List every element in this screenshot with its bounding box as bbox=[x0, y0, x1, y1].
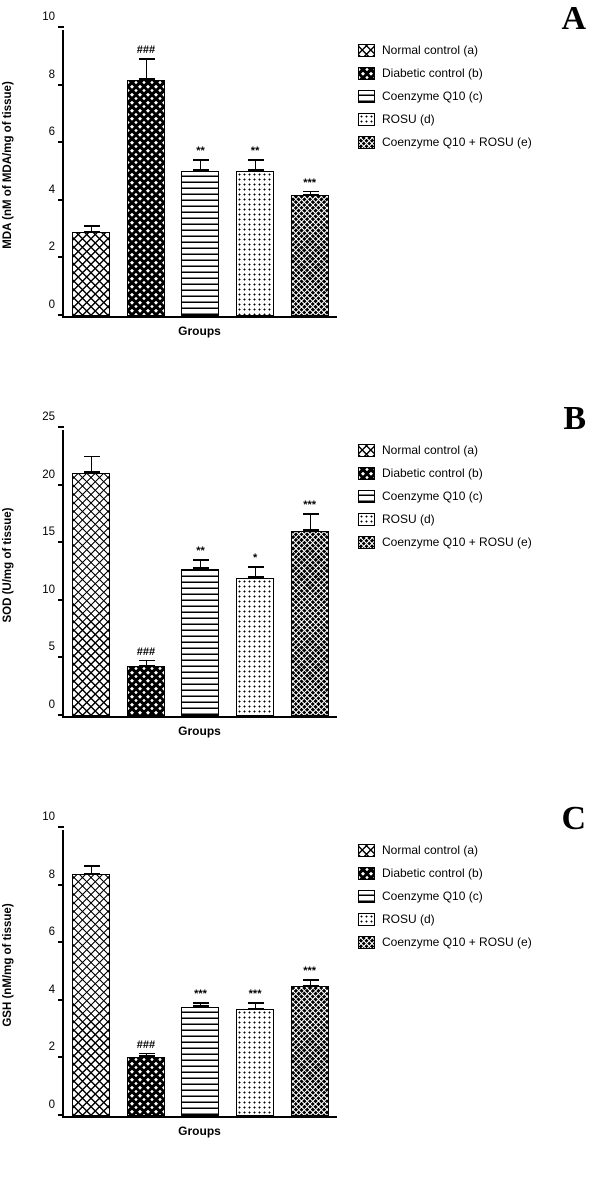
bar-group bbox=[72, 30, 110, 316]
legend-item-label: Coenzyme Q10 (c) bbox=[382, 889, 483, 903]
legend-swatch-icon bbox=[358, 913, 375, 926]
legend-swatch-icon bbox=[358, 467, 375, 480]
legend-item bbox=[358, 844, 596, 857]
y-axis-tick bbox=[58, 426, 64, 428]
legend-swatch-icon bbox=[358, 90, 375, 103]
error-bar bbox=[91, 225, 92, 232]
error-bar bbox=[200, 159, 201, 171]
bar-group bbox=[236, 30, 274, 316]
significance-marker: *** bbox=[303, 499, 317, 512]
bar-group bbox=[291, 30, 329, 316]
bar bbox=[181, 1007, 219, 1116]
legend-item bbox=[358, 136, 596, 149]
significance-marker: * bbox=[252, 552, 258, 565]
legend-swatch-icon bbox=[358, 890, 375, 903]
axes bbox=[42, 11, 337, 318]
y-axis-tick-label: 2 bbox=[48, 241, 55, 254]
plot-area bbox=[0, 800, 360, 1200]
y-axis-tick-label: 4 bbox=[48, 183, 55, 196]
legend-item bbox=[358, 467, 596, 480]
bar bbox=[72, 874, 110, 1116]
y-axis-tick-label: 6 bbox=[48, 926, 55, 939]
y-axis-tick-label: 4 bbox=[48, 983, 55, 996]
legend-item-label: Coenzyme Q10 + ROSU (e) bbox=[382, 135, 532, 149]
legend-swatch-icon bbox=[358, 490, 375, 503]
legend-item-label: Coenzyme Q10 + ROSU (e) bbox=[382, 935, 532, 949]
y-axis-tick-label: 5 bbox=[48, 641, 55, 654]
bar bbox=[181, 171, 219, 316]
bar bbox=[291, 531, 329, 716]
bar bbox=[236, 578, 274, 716]
y-axis-tick-label: 25 bbox=[42, 411, 55, 423]
legend-item-label: Diabetic control (b) bbox=[382, 66, 483, 80]
bar-series bbox=[64, 830, 337, 1116]
legend-swatch-icon bbox=[358, 936, 375, 949]
y-axis-tick-label: 8 bbox=[48, 68, 55, 81]
legend-item bbox=[358, 536, 596, 549]
y-axis-tick-label: 0 bbox=[48, 1099, 55, 1111]
bar-series bbox=[64, 430, 337, 716]
bar bbox=[127, 666, 165, 716]
bar-group bbox=[181, 30, 219, 316]
bar bbox=[72, 473, 110, 716]
legend-item-label: Coenzyme Q10 (c) bbox=[382, 89, 483, 103]
legend-item bbox=[358, 444, 596, 457]
y-axis-tick-label: 20 bbox=[42, 468, 55, 481]
y-axis-tick bbox=[58, 826, 64, 828]
legend-swatch-icon bbox=[358, 867, 375, 880]
significance-marker: *** bbox=[303, 176, 317, 189]
error-bar bbox=[255, 566, 256, 578]
x-axis-title: Groups bbox=[178, 324, 221, 338]
bar bbox=[127, 1057, 165, 1116]
legend bbox=[358, 444, 596, 559]
plot-area bbox=[0, 400, 360, 800]
bar-group bbox=[291, 430, 329, 716]
legend-item-label: Coenzyme Q10 (c) bbox=[382, 489, 483, 503]
bar-group bbox=[72, 830, 110, 1116]
legend-item-label: Diabetic control (b) bbox=[382, 866, 483, 880]
error-bar bbox=[91, 865, 92, 874]
bar-group bbox=[127, 830, 165, 1116]
y-axis-title: MDA (nM of MDA/mg of tissue) bbox=[2, 81, 14, 249]
legend-item bbox=[358, 913, 596, 926]
error-bar bbox=[310, 979, 311, 986]
axes bbox=[42, 411, 337, 718]
bar-group bbox=[127, 30, 165, 316]
bar bbox=[236, 171, 274, 316]
error-bar bbox=[255, 159, 256, 171]
panel-letter: A bbox=[561, 0, 586, 37]
legend-item bbox=[358, 936, 596, 949]
legend-item bbox=[358, 513, 596, 526]
y-axis-tick-label: 10 bbox=[42, 583, 55, 596]
y-axis-title: GSH (nM/mg of tissue) bbox=[2, 903, 14, 1027]
significance-marker: *** bbox=[303, 965, 317, 978]
error-bar bbox=[310, 513, 311, 530]
y-axis-title: SOD (U/mg of tissue) bbox=[2, 507, 14, 623]
error-bar bbox=[146, 660, 147, 667]
plot-area bbox=[0, 0, 360, 400]
legend-item-label: Coenzyme Q10 + ROSU (e) bbox=[382, 535, 532, 549]
legend-item-label: Normal control (a) bbox=[382, 843, 479, 857]
legend-swatch-icon bbox=[358, 513, 375, 526]
legend-item bbox=[358, 44, 596, 57]
legend-swatch-icon bbox=[358, 113, 375, 126]
legend-swatch-icon bbox=[358, 844, 375, 857]
panel-letter: B bbox=[563, 400, 586, 437]
bar-group bbox=[127, 430, 165, 716]
bar-group bbox=[291, 830, 329, 1116]
error-bar bbox=[200, 559, 201, 568]
y-axis-tick-label: 15 bbox=[42, 526, 55, 539]
legend-swatch-icon bbox=[358, 536, 375, 549]
chart-panel-b bbox=[0, 400, 600, 800]
legend-swatch-icon bbox=[358, 444, 375, 457]
y-axis-tick-label: 8 bbox=[48, 868, 55, 881]
significance-marker: ** bbox=[196, 145, 205, 158]
y-axis-tick-label: 10 bbox=[42, 11, 55, 23]
legend-item bbox=[358, 67, 596, 80]
chart-panel-c bbox=[0, 800, 600, 1200]
legend-item-label: Normal control (a) bbox=[382, 43, 479, 57]
significance-marker: ** bbox=[196, 545, 205, 558]
bar-group bbox=[181, 830, 219, 1116]
bar-group bbox=[181, 430, 219, 716]
legend-swatch-icon bbox=[358, 136, 375, 149]
y-axis-tick-label: 6 bbox=[48, 126, 55, 139]
y-axis-tick-label: 10 bbox=[42, 811, 55, 823]
x-axis-title: Groups bbox=[178, 724, 221, 738]
legend-swatch-icon bbox=[358, 44, 375, 57]
bar bbox=[291, 986, 329, 1116]
legend bbox=[358, 844, 596, 959]
legend-item bbox=[358, 113, 596, 126]
significance-marker: *** bbox=[248, 988, 262, 1001]
error-bar bbox=[146, 58, 147, 80]
bar-group bbox=[236, 830, 274, 1116]
legend-item-label: ROSU (d) bbox=[382, 512, 435, 526]
legend-item bbox=[358, 490, 596, 503]
y-axis-tick-label: 0 bbox=[48, 699, 55, 711]
legend-item bbox=[358, 90, 596, 103]
bar bbox=[291, 195, 329, 316]
significance-marker: ** bbox=[250, 145, 260, 158]
bar-group bbox=[72, 430, 110, 716]
y-axis-tick-label: 2 bbox=[48, 1041, 55, 1054]
y-axis-tick bbox=[58, 26, 64, 28]
x-axis-title: Groups bbox=[178, 1124, 221, 1138]
legend bbox=[358, 44, 596, 159]
bar bbox=[236, 1009, 274, 1116]
bar bbox=[181, 569, 219, 716]
significance-marker: ### bbox=[136, 645, 156, 658]
legend-item bbox=[358, 890, 596, 903]
legend-item-label: ROSU (d) bbox=[382, 112, 435, 126]
significance-marker: *** bbox=[194, 988, 207, 1001]
y-axis-tick-label: 0 bbox=[48, 299, 55, 311]
legend-swatch-icon bbox=[358, 67, 375, 80]
bar bbox=[72, 232, 110, 316]
legend-item-label: ROSU (d) bbox=[382, 912, 435, 926]
bar-group bbox=[236, 430, 274, 716]
axes bbox=[42, 811, 337, 1118]
bar-series bbox=[64, 30, 337, 316]
error-bar bbox=[255, 1002, 256, 1009]
legend-item-label: Normal control (a) bbox=[382, 443, 479, 457]
legend-item bbox=[358, 867, 596, 880]
bar bbox=[127, 80, 165, 316]
significance-marker: ### bbox=[136, 44, 156, 57]
significance-marker: ### bbox=[136, 1038, 156, 1051]
panel-letter: C bbox=[561, 800, 586, 837]
chart-panel-a bbox=[0, 0, 600, 400]
legend-item-label: Diabetic control (b) bbox=[382, 466, 483, 480]
error-bar bbox=[91, 456, 92, 473]
